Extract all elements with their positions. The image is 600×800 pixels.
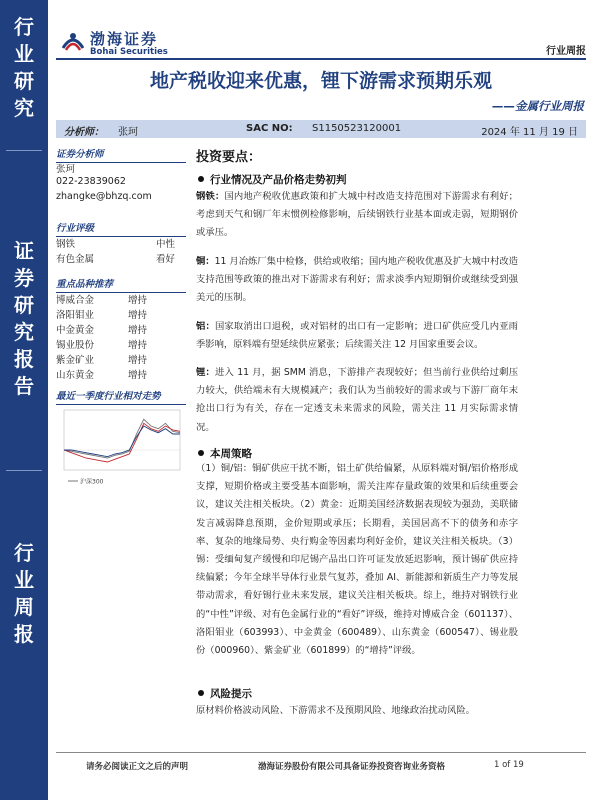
copper-label: 铜：	[196, 256, 215, 267]
analyst-name: 张珂	[118, 127, 138, 138]
rating-value: 中性	[156, 239, 176, 250]
sidebar-char: 研	[14, 69, 34, 93]
bohai-logo-icon	[60, 28, 86, 54]
stock-name: 中金黄金	[56, 325, 95, 336]
sidebar-char: 行	[14, 541, 34, 565]
investment-highlights-heading: 投资要点：	[196, 150, 262, 165]
sidebar-block-securities-report	[0, 238, 48, 400]
rating-value: 看好	[156, 254, 176, 265]
stock-section-heading: 重点品种推荐	[56, 276, 186, 293]
footer-page-number: 1 of 19	[494, 760, 524, 770]
report-subtitle: ——金属行业周报	[492, 99, 584, 113]
steel-label: 钢铁：	[196, 191, 225, 202]
sidebar-char: 究	[14, 320, 34, 344]
sidebar-char: 证	[14, 239, 34, 263]
analyst-phone: 022-23839062	[56, 176, 126, 187]
relative-performance-chart	[56, 404, 186, 488]
section-title-text: 本周策略	[210, 448, 252, 460]
rating-sector: 有色金属	[56, 254, 95, 265]
stock-name: 山东黄金	[56, 370, 95, 381]
bullet-icon	[198, 176, 204, 182]
footer-rule	[56, 752, 586, 753]
stock-rating: 增持	[128, 295, 148, 306]
chart-frame	[64, 410, 180, 470]
sidebar	[0, 0, 48, 800]
lithium-text: 进入 11 月，据 SMM 消息，下游排产表现较好；但当前行业供给过剩压力较大，供给端未有大规模减产；我们认为当前较好的需求或与下游厂商年末抢出口行为有关，存在一定透支未来需求的风险，需关注 11 月实际需求情况。	[196, 367, 518, 433]
sidebar-char: 告	[14, 374, 34, 398]
sidebar-divider	[6, 470, 42, 471]
steel-text: 国内地产税收优惠政策和扩大城中村改造支持范围对下游需求有利好；考虑到天气和钢厂年末惯例检修影响，后续钢铁行业基本面或走弱，短期钢价或承压。	[196, 191, 518, 239]
section-title-text: 风险提示	[210, 688, 252, 700]
sidebar-char: 业	[14, 42, 34, 66]
chart-section-heading: 最近一季度行业相对走势	[56, 388, 186, 405]
strategy-paragraph: （1）铜/铝：铜矿供应干扰不断，铝土矿供给偏紧，从原料端对铜/铝价格形成支撑，短期价格或主要受基本面影响，需关注库存量政策的效果和后续重要会议，建议关注相关板块。（2）黄金：近期美国经济数据表现较为强劲，美联储发言减弱降息预期，金价短期或承压；长期看，美国居高不下的债务和赤字率、复杂的地缘局势、央行购金等因素均利好金价，建议关注相关板块。（3）锡：受缅甸复产缓慢和印尼锡产品出口许可证发放延迟影响，预计锡矿供应持续偏紧；今年全球半导体行业景气复苏，叠加 AI、新能源和新质生产力等发展带动需求，看好锡行业未来发展，建议关注相关板块。综上，维持对钢铁行业的“中性”评级、对有色金属行业的“看好”评级，维持对博威合金（601137）、洛阳钼业（603993）、中金黄金（600489）、山东黄金（600547）、锡业股份（000960）、紫金矿业（601899）的“增持”评级。	[196, 463, 518, 657]
sidebar-block-industry-research	[0, 14, 48, 122]
sidebar-char: 报	[14, 347, 34, 371]
section-strategy-title	[198, 446, 252, 461]
sidebar-char: 券	[14, 266, 34, 290]
section-title-text: 行业情况及产品价格走势初判	[210, 174, 347, 186]
sac-label: SAC NO:	[246, 123, 293, 134]
section-industry-overview-title	[198, 172, 347, 187]
analyst-label: 分析师：	[64, 127, 104, 138]
stock-rating: 增持	[128, 355, 148, 366]
lithium-label: 锂：	[196, 367, 216, 378]
stock-rating: 增持	[128, 325, 148, 336]
footer-company-qualification: 渤海证券股份有限公司具备证券投资咨询业务资格	[258, 762, 446, 772]
stock-name: 锡业股份	[56, 340, 95, 351]
analyst-section-heading: 证券分析师	[56, 146, 186, 163]
stock-rating: 增持	[128, 370, 148, 381]
stock-name: 紫金矿业	[56, 355, 95, 366]
section-risk-title	[198, 686, 252, 701]
sidebar-char: 行	[14, 15, 34, 39]
sidebar-char: 研	[14, 293, 34, 317]
logo-name-en: Bohai Securities	[90, 47, 168, 57]
aluminum-text: 国家取消出口退税，或对铝材的出口有一定影响；进口矿供应受几内亚雨季影响，原料端有望延续供应紧张；后续需关注 12 月国家重要会议。	[196, 321, 518, 351]
header-rule	[56, 58, 586, 60]
stock-rating: 增持	[128, 310, 148, 321]
steel-paragraph	[196, 188, 518, 243]
rating-sector: 钢铁	[56, 239, 76, 250]
sidebar-char: 究	[14, 96, 34, 120]
analyst-email[interactable]: zhangke@bhzq.com	[56, 191, 152, 202]
sidebar-divider	[6, 150, 42, 151]
stock-name: 洛阳钼业	[56, 310, 95, 321]
sidebar-char: 业	[14, 568, 34, 592]
report-date: 2024 年 11 月 19 日	[481, 127, 578, 138]
chart-series-line-3	[64, 426, 180, 457]
stock-name: 博威合金	[56, 295, 95, 306]
analyst-contact-name: 张珂	[56, 164, 76, 175]
chart-series-line-2	[64, 423, 180, 462]
company-logo	[60, 26, 170, 60]
copper-text: 11 月冶炼厂集中检修，供给或收缩；国内地产税收优惠及扩大城中村改造支持范围等政策的推出对下游需求有利好；需求淡季内短期铜价或继续受到强美元的压制。	[196, 256, 518, 304]
bullet-icon	[198, 690, 204, 696]
lithium-paragraph	[196, 364, 518, 437]
rating-section-heading: 行业评级	[56, 220, 186, 237]
aluminum-label: 铝：	[196, 321, 215, 332]
meta-bar	[56, 120, 586, 138]
logo-name-cn: 渤海证券	[90, 30, 159, 48]
sidebar-char: 周	[14, 595, 34, 619]
stock-rating: 增持	[128, 340, 148, 351]
risk-paragraph: 原材料价格波动风险、下游需求不及预期风险、地缘政治扰动风险。	[196, 705, 475, 716]
copper-paragraph	[196, 253, 518, 308]
aluminum-paragraph	[196, 318, 518, 354]
bullet-icon	[198, 450, 204, 456]
footer-disclaimer: 请务必阅读正文之后的声明	[86, 762, 189, 772]
report-title: 地产税收迎来优惠，锂下游需求预期乐观	[149, 70, 492, 92]
chart-legend-label: 沪深300	[80, 478, 104, 486]
sac-number: S1150523120001	[312, 123, 402, 134]
document-type: 行业周报	[546, 46, 586, 57]
sidebar-char: 报	[14, 622, 34, 646]
sidebar-block-weekly	[0, 540, 48, 648]
